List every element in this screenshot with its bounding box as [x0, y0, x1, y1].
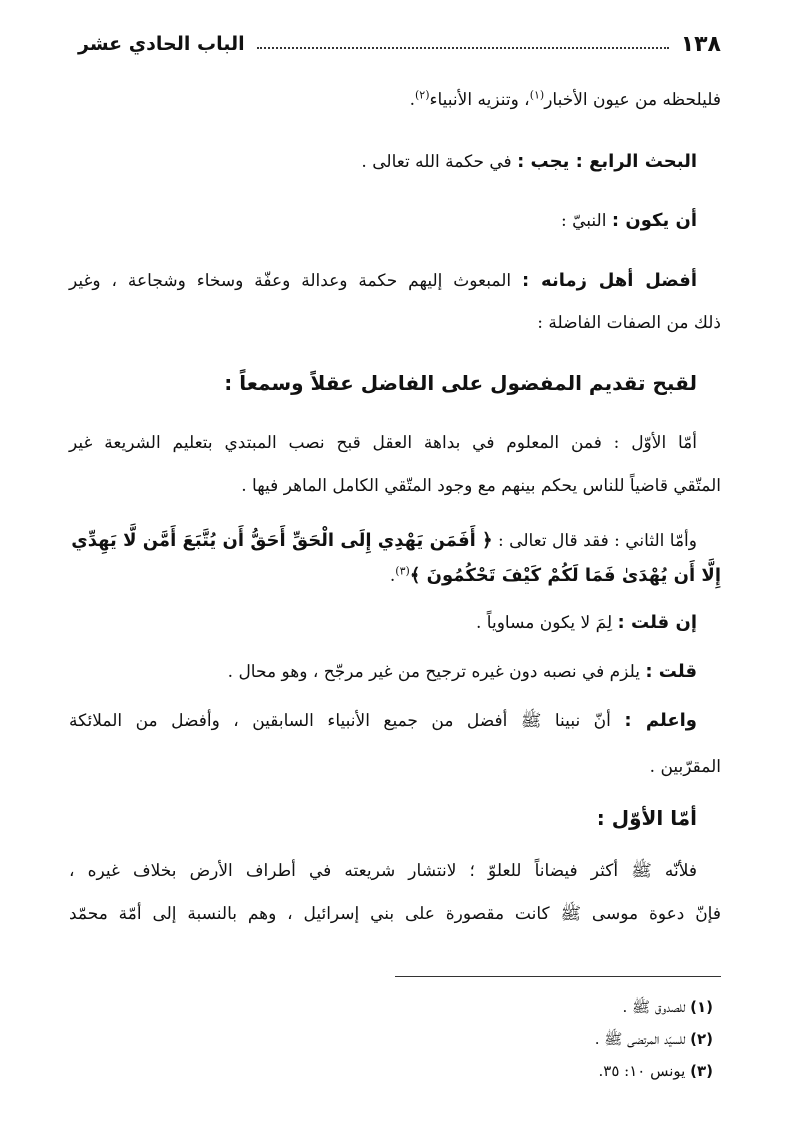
text-line: أمّا الأوّل : فمن المعلوم في بداهة العقل قبح نصب المبتدي بتعليم الشريعة غير: [69, 433, 697, 453]
line-text: في حكمة الله تعالى .: [361, 152, 518, 172]
line-text: .: [389, 566, 396, 586]
quran-verse: ﴿ أَفَمَن يَهْدِي إِلَى الْحَقِّ أَحَقُّ أَن يُتَّبَعَ أَمَّن لَّا يَهِدِّي: [71, 530, 493, 551]
footnote-number: (٢): [690, 1030, 713, 1048]
quran-verse: إِلَّا أَن يُهْدَىٰ فَمَا لَكُمْ كَيْفَ تَحْكُمُونَ ﴾: [409, 565, 721, 586]
text-line: فإنّ دعوة موسى ﷺ كانت مقصورة على بني إسرائيل ، وهم بالنسبة إلى أمّة محمّد: [69, 904, 721, 924]
section-heading: لقبح تقديم المفضول على الفاضل عقلاً وسمعاً :: [224, 371, 697, 395]
footnote-text: للصدوق ﷺ .: [622, 998, 691, 1016]
footnote-ref[interactable]: (٣): [395, 564, 410, 578]
text-line: [69, 209, 721, 233]
line-text: فليلحظه من عيون الأخبار: [544, 90, 721, 110]
text-line: [69, 709, 721, 733]
text-line: [69, 564, 721, 588]
line-text: يلزم في نصبه دون غيره ترجيح من غير مرجّح ، وهو محال .: [227, 662, 646, 682]
line-text: أنّ نبينا ﷺ أفضل من جميع الأنبياء السابقين ، وأفضل من الملائكة: [69, 711, 625, 731]
text-line: المتّقي قاضياً للناس يحكم بينهم مع وجود المتّقي الكامل الماهر فيها .: [241, 476, 721, 496]
bold-term: أن يكون :: [611, 210, 697, 231]
line-text: النبيّ :: [560, 211, 612, 231]
footnote-number: (١): [690, 998, 713, 1016]
text-line: المقرّبين .: [649, 757, 721, 777]
footnote-separator: [395, 976, 721, 977]
footnote-text: يونس ١٠: ٣٥.: [598, 1062, 691, 1080]
footnote-ref[interactable]: (١): [529, 88, 545, 102]
bold-term: قلت :: [645, 661, 697, 682]
text-line: [69, 660, 721, 684]
text-line: فلأنّه ﷺ أكثر فيضاناً للعلوّ ؛ لانتشار شريعته في أطراف الأرض بخلاف غيره ،: [69, 861, 697, 881]
line-text: لِمَ لا يكون مساوياً .: [475, 613, 618, 633]
line-text: المبعوث إليهم حكمة وعدالة وعفّة وسخاء وشجاعة ، وغير: [69, 271, 523, 291]
text-line: [69, 150, 721, 174]
footnote-ref[interactable]: (٢): [414, 88, 430, 102]
text-line: [69, 269, 721, 293]
header-dotted-leader: [257, 47, 669, 49]
bold-term: أفضل أهل زمانه :: [522, 270, 697, 291]
line-text: وأمّا الثاني : فقد قال تعالى :: [492, 531, 697, 551]
line-text: ذلك من الصفات الفاضلة :: [537, 313, 721, 333]
footnote: [599, 1062, 714, 1080]
line-text: .: [409, 90, 415, 110]
bold-term: إن قلت :: [617, 612, 697, 633]
footnote-number: (٣): [690, 1062, 713, 1080]
page-number: ١٣٨: [680, 31, 721, 57]
footnote: [595, 1030, 713, 1052]
text-line: [69, 611, 721, 635]
chapter-title: الباب الحادي عشر: [78, 33, 245, 55]
running-header: [78, 26, 721, 62]
text-line: [69, 311, 721, 335]
footnote: [623, 998, 714, 1020]
bold-term: البحث الرابع : يجب :: [517, 151, 697, 172]
bold-term: واعلم :: [624, 710, 697, 731]
text-line: [69, 88, 721, 112]
section-heading: أمّا الأوّل :: [596, 806, 697, 830]
line-text: ، وتنزيه الأنبياء: [429, 90, 530, 110]
text-line: [69, 529, 721, 553]
footnote-text: للسيّد المرتضى ﷺ .: [594, 1030, 691, 1048]
